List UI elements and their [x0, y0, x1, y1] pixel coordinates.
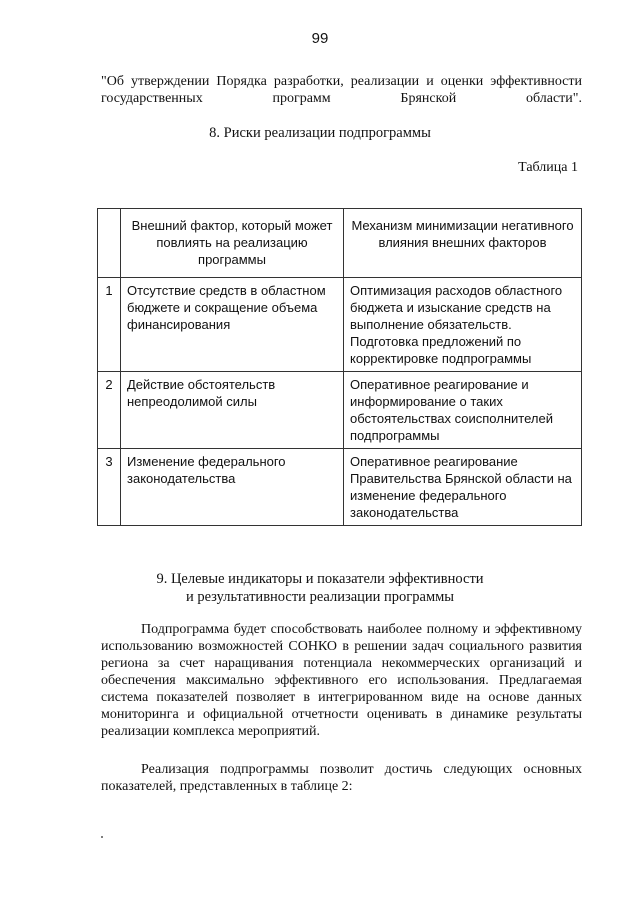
header-mechanism: Механизм минимизации негативного влияния внешних факторов	[344, 209, 582, 278]
row-number: 3	[98, 449, 121, 526]
risks-table	[97, 208, 582, 526]
paragraph-2	[101, 761, 582, 795]
stray-mark	[101, 836, 103, 838]
row-number: 2	[98, 372, 121, 449]
paragraph-1	[101, 621, 582, 740]
row-number: 1	[98, 278, 121, 372]
row-mechanism: Оперативное реагирование и информирование о таких обстоятельствах соисполнителей подпрограммы	[344, 372, 582, 449]
section-9-title-line1: 9. Целевые индикаторы и показатели эффективности	[156, 571, 484, 587]
table-row	[98, 372, 582, 449]
header-factor: Внешний фактор, который может повлиять на реализацию программы	[121, 209, 344, 278]
header-num	[98, 209, 121, 278]
paragraph-2-text: Реализация подпрограммы позволит достичь следующих основных показателей, представленных в таблице 2:	[101, 762, 582, 794]
row-factor: Изменение федерального законодательства	[121, 449, 344, 526]
section-8-title: 8. Риски реализации подпрограммы	[209, 125, 431, 141]
row-factor: Отсутствие средств в областном бюджете и сокращение объема финансирования	[121, 278, 344, 372]
table-caption: Таблица 1	[518, 160, 578, 175]
page-number: 99	[311, 30, 329, 47]
row-factor: Действие обстоятельств непреодолимой силы	[121, 372, 344, 449]
table-row	[98, 449, 582, 526]
table-row	[98, 278, 582, 372]
table-header-row	[98, 209, 582, 278]
intro-text: "Об утверждении Порядка разработки, реализации и оценки эффективности государственных программ Брянской области".	[101, 74, 582, 106]
section-9-title-line2: и результативности реализации программы	[185, 589, 455, 605]
paragraph-1-text: Подпрограмма будет способствовать наиболее полному и эффективному использованию возможностей СОНКО в решении задач социального развития региона за счет наращивания потенциала некоммерческих организаций и обеспечения максимально эффективного его использования. Предлагаемая система показателей позволяет в интегрированном виде на основе данных мониторинга и официальной отчетности оценивать в динамике результаты реализации комплекса мероприятий.	[101, 622, 582, 739]
row-mechanism: Оптимизация расходов областного бюджета и изыскание средств на выполнение обязательств. Подготовка предложений по корректировке подпрограммы	[344, 278, 582, 372]
row-mechanism: Оперативное реагирование Правительства Брянской области на изменение федерального законодательства	[344, 449, 582, 526]
